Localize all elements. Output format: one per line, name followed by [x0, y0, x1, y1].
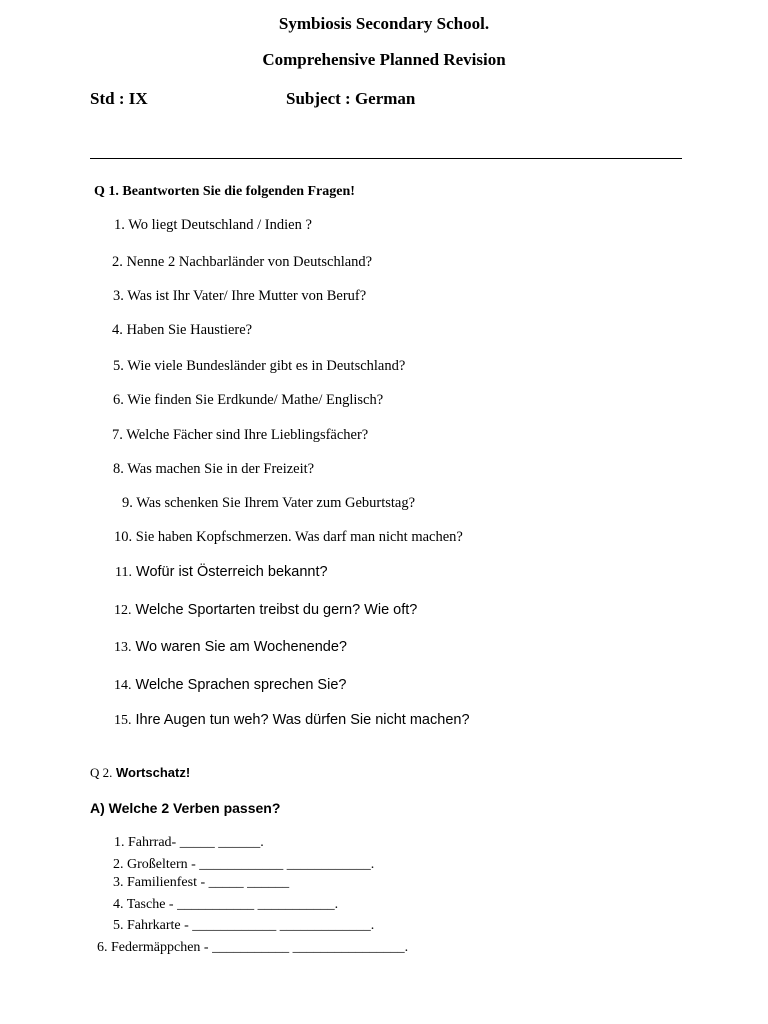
q1-item: 7. Welche Fächer sind Ihre Lieblingsfächer? [112, 427, 369, 443]
item-text: Wofür ist Österreich bekannt? [136, 564, 328, 580]
section-a-heading: A) Welche 2 Verben passen? [90, 800, 281, 816]
vocab-item: 2. Großeltern - ____________ ____________. [113, 857, 375, 872]
q1-item: 4. Haben Sie Haustiere? [112, 322, 253, 338]
revision-title: Comprehensive Planned Revision [262, 50, 506, 69]
item-number: 15. [114, 713, 132, 728]
q1-item: 6. Wie finden Sie Erdkunde/ Mathe/ Englisch? [113, 392, 384, 408]
q1-item [114, 712, 470, 729]
item-number: 12. [114, 603, 132, 618]
item-text: Welche Sprachen sprechen Sie? [135, 677, 347, 693]
q1-item: 5. Wie viele Bundesländer gibt es in Deutschland? [113, 358, 406, 374]
item-number: 13. [114, 640, 132, 655]
q1-item [114, 639, 347, 656]
q1-item: 9. Was schenken Sie Ihrem Vater zum Geburtstag? [122, 495, 416, 511]
q1-heading: Q 1. Beantworten Sie die folgenden Fragen! [94, 184, 355, 199]
std-label: Std : IX [90, 89, 148, 108]
q1-item: 3. Was ist Ihr Vater/ Ihre Mutter von Beruf? [113, 288, 367, 304]
vocab-item: 3. Familienfest - _____ ______ [113, 875, 290, 890]
item-text: Ihre Augen tun weh? Was dürfen Sie nicht machen? [135, 712, 470, 728]
q1-item [114, 602, 417, 619]
divider-line [90, 158, 682, 159]
q1-item: 1. Wo liegt Deutschland / Indien ? [114, 217, 312, 233]
vocab-item: 5. Fahrkarte - ____________ _____________. [113, 918, 375, 933]
vocab-item: 4. Tasche - ___________ ___________. [113, 897, 339, 912]
q1-item [115, 564, 328, 581]
school-name: Symbiosis Secondary School. [278, 14, 490, 33]
vocab-item: 1. Fahrrad- _____ ______. [114, 835, 264, 850]
q1-item [114, 677, 346, 694]
q1-item: 2. Nenne 2 Nachbarländer von Deutschland? [112, 254, 373, 270]
q2-title: Wortschatz! [116, 765, 191, 780]
item-text: Welche Sportarten treibst du gern? Wie oft? [135, 602, 418, 618]
q2-heading [90, 765, 190, 781]
vocab-item: 6. Federmäppchen - ___________ ________________. [97, 940, 409, 955]
item-number: 14. [114, 678, 132, 693]
subject-label: Subject : German [286, 89, 416, 108]
q1-item: 10. Sie haben Kopfschmerzen. Was darf man nicht machen? [114, 529, 463, 545]
item-text: Wo waren Sie am Wochenende? [135, 639, 347, 655]
q1-item: 8. Was machen Sie in der Freizeit? [113, 461, 315, 477]
item-number: 11. [115, 565, 132, 580]
q2-number: Q 2. [90, 765, 113, 780]
